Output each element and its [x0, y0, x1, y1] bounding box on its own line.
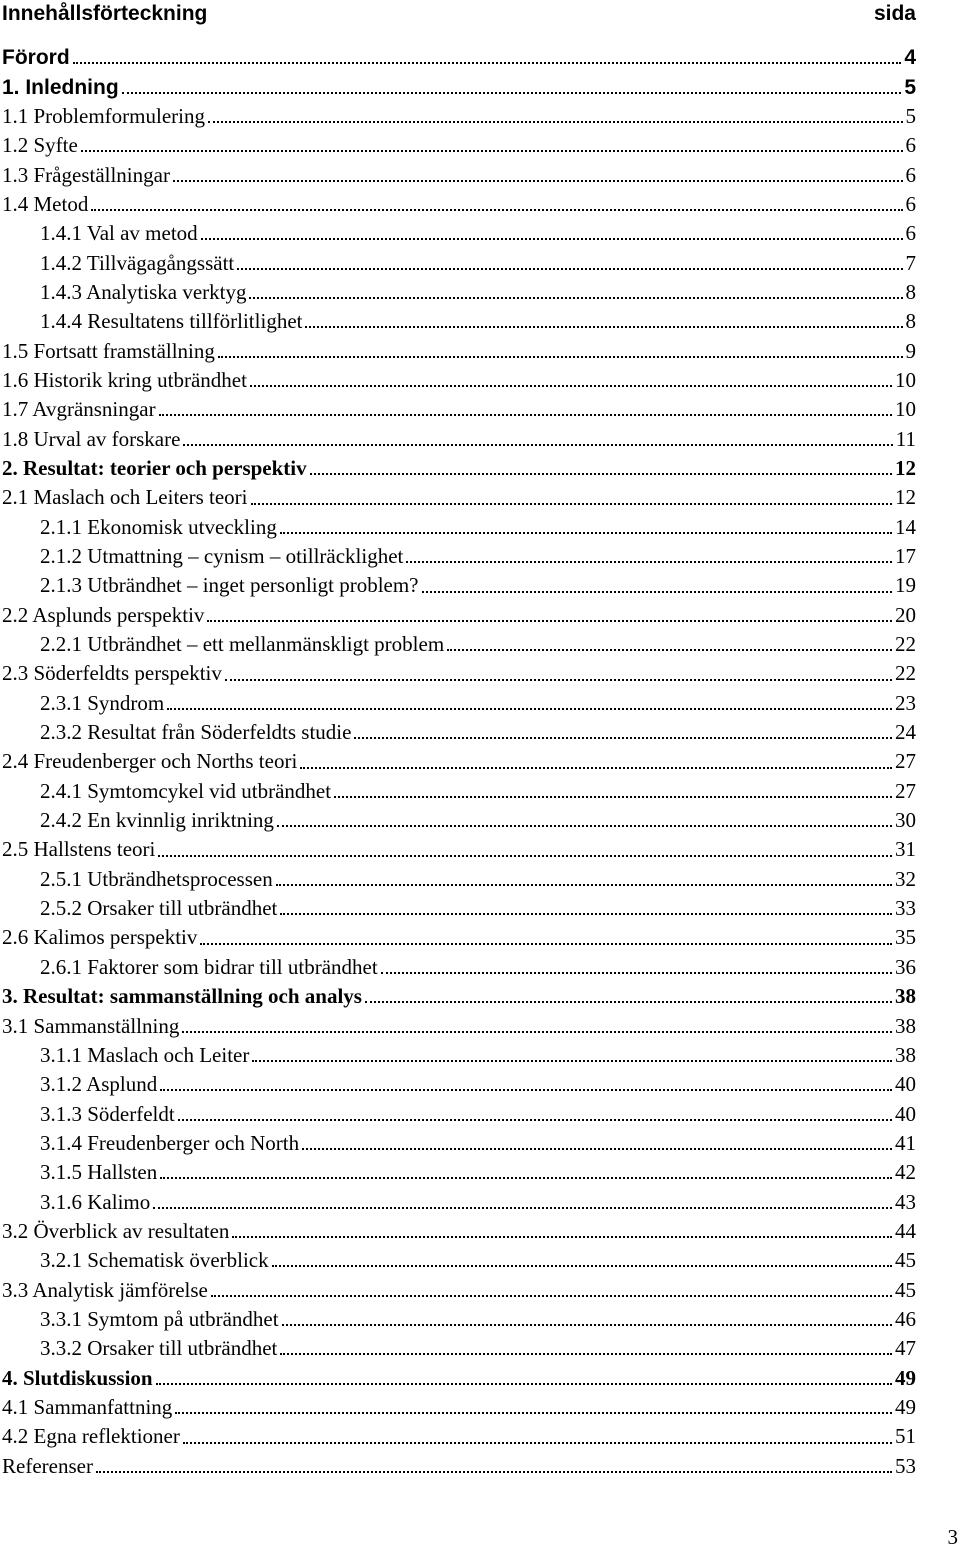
dot-leader — [406, 561, 892, 563]
toc-entry-label: 2.3.1 Syndrom — [40, 690, 165, 715]
toc-entry-label: 2.5 Hallstens teori — [2, 837, 156, 862]
toc-entry[interactable] — [2, 542, 916, 571]
toc-entry-page: 24 — [895, 720, 916, 745]
dot-leader — [183, 444, 892, 446]
toc-entry-label: 1.1 Problemformulering — [2, 103, 205, 128]
toc-entry-label: 3.1.5 Hallsten — [40, 1160, 158, 1185]
toc-entry-page: 8 — [905, 279, 916, 304]
dot-leader — [305, 326, 902, 328]
toc-entry-label: 3.2 Överblick av resultaten — [2, 1218, 230, 1243]
toc-entry[interactable] — [2, 1422, 916, 1451]
dot-leader — [272, 1265, 892, 1267]
dot-leader — [225, 679, 892, 681]
toc-entry[interactable] — [2, 248, 916, 277]
toc-entry-label: 4. Slutdiskussion — [2, 1365, 153, 1390]
toc-entry-label: 3.1 Sammanställning — [2, 1013, 180, 1038]
toc-entry[interactable] — [2, 1070, 916, 1099]
toc-entry-label: 1.6 Historik kring utbrändhet — [2, 367, 247, 392]
toc-entry-page: 22 — [895, 661, 916, 686]
dot-leader — [252, 1060, 892, 1062]
toc-entry-label: 1.4 Metod — [2, 191, 89, 216]
dot-leader — [73, 62, 902, 64]
dot-leader — [381, 972, 892, 974]
toc-entry-label: 2.1 Maslach och Leiters teori — [2, 485, 248, 510]
toc-entry-label: 2.6 Kalimos perspektiv — [2, 925, 198, 950]
toc-entry-label: 2.2 Asplunds perspektiv — [2, 602, 205, 627]
toc-entry-page: 12 — [895, 455, 916, 480]
toc-entry-page: 35 — [895, 925, 916, 950]
toc-entry-page: 44 — [895, 1218, 916, 1243]
toc-entry-page: 10 — [895, 367, 916, 392]
toc-entry[interactable] — [2, 454, 916, 483]
toc-entry-page: 38 — [895, 1013, 916, 1038]
toc-entry-label: 1.4.4 Resultatens tillförlitlighet — [40, 309, 303, 334]
dot-leader — [310, 473, 892, 475]
toc-entry[interactable] — [2, 718, 916, 747]
toc-entry[interactable] — [2, 1452, 916, 1481]
toc-entry-page: 27 — [895, 778, 916, 803]
toc-entry-page: 33 — [895, 896, 916, 921]
toc-entry-label: 4.1 Sammanfattning — [2, 1394, 173, 1419]
toc-entry-label: 1.5 Fortsatt framställning — [2, 338, 215, 363]
toc-entry-label: 3.1.3 Söderfeldt — [40, 1101, 175, 1126]
toc-entry-label: Referenser — [2, 1453, 93, 1478]
toc-entry-label: 1.4.1 Val av metod — [40, 221, 198, 246]
toc-entry[interactable] — [2, 307, 916, 336]
toc-entry[interactable] — [2, 219, 916, 248]
toc-entry[interactable] — [2, 689, 916, 718]
dot-leader — [276, 884, 892, 886]
toc-entry-label: 2. Resultat: teorier och perspektiv — [2, 455, 307, 480]
toc-entry-label: 2.5.1 Utbrändhetsprocessen — [40, 866, 273, 891]
toc-entry[interactable] — [2, 1275, 916, 1304]
toc-entry[interactable] — [2, 1041, 916, 1070]
toc-entry-label: 1. Inledning — [2, 75, 119, 99]
toc-entry[interactable] — [2, 131, 916, 160]
toc-entry-page: 45 — [895, 1277, 916, 1302]
toc-entry-page: 6 — [905, 221, 916, 246]
toc-entry-label: Förord — [2, 46, 70, 70]
dot-leader — [200, 943, 892, 945]
dot-leader — [250, 385, 892, 387]
toc-entry[interactable] — [2, 1393, 916, 1422]
toc-entry[interactable] — [2, 1158, 916, 1187]
toc-entry-page: 47 — [895, 1336, 916, 1361]
toc-entry-label: 2.1.1 Ekonomisk utveckling — [40, 514, 277, 539]
toc-entry-page: 19 — [895, 573, 916, 598]
toc-entry[interactable] — [2, 835, 916, 864]
toc-entry-label: 1.4.3 Analytiska verktyg — [40, 279, 247, 304]
toc-entry[interactable] — [2, 894, 916, 923]
toc-entry-label: 1.3 Frågeställningar — [2, 162, 170, 187]
toc-entry[interactable] — [2, 1011, 916, 1040]
toc-entry-label: 2.3.2 Resultat från Söderfeldts studie — [40, 720, 352, 745]
toc-entry[interactable] — [2, 336, 916, 365]
toc-entry[interactable] — [2, 1305, 916, 1334]
toc-entry[interactable] — [2, 278, 916, 307]
toc-entry-page: 5 — [905, 103, 916, 128]
dot-leader — [237, 268, 902, 270]
toc-entry-label: 1.2 Syfte — [2, 133, 78, 158]
toc-entry-page: 4 — [904, 46, 916, 70]
toc-entry-page: 40 — [895, 1072, 916, 1097]
toc-entry-label: 2.4 Freudenberger och Norths teori — [2, 749, 298, 774]
toc-entry-label: 2.1.3 Utbrändhet – inget personligt problem? — [40, 573, 419, 598]
toc-entry-page: 6 — [905, 133, 916, 158]
dot-leader — [122, 92, 902, 94]
toc-entry-label: 2.4.1 Symtomcykel vid utbrändhet — [40, 778, 332, 803]
dot-leader — [178, 1119, 892, 1121]
toc-entry-page: 20 — [895, 602, 916, 627]
dot-leader — [208, 121, 903, 123]
toc-entry-label: 3.1.6 Kalimo — [40, 1189, 151, 1214]
toc-entry-page: 45 — [895, 1248, 916, 1273]
dot-leader — [277, 825, 892, 827]
dot-leader — [218, 356, 903, 358]
toc-entry-page: 14 — [895, 514, 916, 539]
toc-entry-label: 3.1.2 Asplund — [40, 1072, 158, 1097]
toc-entry-page: 46 — [895, 1306, 916, 1331]
toc-entry-page: 12 — [895, 485, 916, 510]
toc-entry[interactable] — [2, 1363, 916, 1392]
dot-leader — [173, 180, 903, 182]
toc-entry[interactable] — [2, 571, 916, 600]
toc-entry-page: 38 — [895, 1042, 916, 1067]
dot-leader — [300, 767, 892, 769]
dot-leader — [207, 620, 892, 622]
toc-entry[interactable] — [2, 72, 916, 101]
dot-leader — [365, 1001, 892, 1003]
toc-entry[interactable] — [2, 1129, 916, 1158]
dot-leader — [201, 238, 903, 240]
dot-leader — [249, 297, 902, 299]
dot-leader — [167, 708, 892, 710]
dot-leader — [354, 737, 892, 739]
toc-entry-page: 17 — [895, 544, 916, 569]
toc-entry[interactable] — [2, 601, 916, 630]
toc-entry[interactable] — [2, 190, 916, 219]
toc-entry-page: 27 — [895, 749, 916, 774]
toc-entry[interactable] — [2, 953, 916, 982]
toc-entry[interactable] — [2, 513, 916, 542]
dot-leader — [158, 855, 892, 857]
toc-entry-page: 51 — [895, 1424, 916, 1449]
dot-leader — [334, 796, 892, 798]
toc-entry-page: 36 — [895, 954, 916, 979]
toc-entry[interactable] — [2, 483, 916, 512]
toc-entry-page: 40 — [895, 1101, 916, 1126]
toc-entry-label: 3.3 Analytisk jämförelse — [2, 1277, 208, 1302]
toc-entry-label: 1.8 Urval av forskare — [2, 426, 181, 451]
toc-entry-page: 31 — [895, 837, 916, 862]
dot-leader — [175, 1412, 892, 1414]
toc-entry-label: 1.4.2 Tillvägagångssätt — [40, 250, 235, 275]
toc-entry-page: 10 — [895, 397, 916, 422]
dot-leader — [302, 1148, 892, 1150]
toc-entry[interactable] — [2, 923, 916, 952]
toc-entry[interactable] — [2, 424, 916, 453]
toc-entry[interactable] — [2, 747, 916, 776]
toc-entry-page: 38 — [895, 984, 916, 1009]
dot-leader — [280, 1353, 892, 1355]
page-column-label: sida — [873, 2, 916, 25]
toc-entry[interactable] — [2, 43, 916, 72]
toc-entry[interactable] — [2, 982, 916, 1011]
dot-leader — [153, 1207, 892, 1209]
dot-leader — [282, 1324, 892, 1326]
toc-entry-label: 2.6.1 Faktorer som bidrar till utbrändhet — [40, 954, 378, 979]
toc-entry[interactable] — [2, 395, 916, 424]
toc-entry-page: 23 — [895, 690, 916, 715]
dot-leader — [280, 913, 892, 915]
toc-entry-label: 3. Resultat: sammanställning och analys — [2, 984, 362, 1009]
toc-entry-page: 32 — [895, 866, 916, 891]
dot-leader — [160, 1089, 892, 1091]
toc-entry-page: 7 — [905, 250, 916, 275]
toc-entry-page: 42 — [895, 1160, 916, 1185]
toc-entry-label: 2.3 Söderfeldts perspektiv — [2, 661, 222, 686]
dot-leader — [160, 1177, 892, 1179]
toc-entry[interactable] — [2, 630, 916, 659]
toc-entry[interactable] — [2, 1187, 916, 1216]
toc-entry[interactable] — [2, 160, 916, 189]
toc-entry[interactable] — [2, 366, 916, 395]
toc-entry-page: 22 — [895, 632, 916, 657]
toc-entry-page: 8 — [905, 309, 916, 334]
toc-entry[interactable] — [2, 1246, 916, 1275]
toc-list — [2, 43, 916, 1481]
toc-entry-page: 6 — [905, 162, 916, 187]
page-number: 3 — [947, 1525, 958, 1549]
toc-entry[interactable] — [2, 865, 916, 894]
toc-entry-label: 2.4.2 En kvinnlig inriktning — [40, 808, 274, 833]
toc-entry-label: 2.1.2 Utmattning – cynism – otillräcklighet — [40, 544, 404, 569]
toc-entry-page: 49 — [895, 1365, 916, 1390]
toc-entry-page: 53 — [895, 1453, 916, 1478]
toc-entry[interactable] — [2, 1334, 916, 1363]
toc-header — [2, 0, 916, 28]
dot-leader — [232, 1236, 892, 1238]
dot-leader — [280, 532, 892, 534]
toc-entry-label: 2.2.1 Utbrändhet – ett mellanmänskligt problem — [40, 632, 445, 657]
dot-leader — [81, 150, 903, 152]
toc-entry-label: 4.2 Egna reflektioner — [2, 1424, 180, 1449]
toc-title: Innehållsförteckning — [2, 2, 208, 25]
dot-leader — [211, 1295, 892, 1297]
dot-leader — [251, 503, 893, 505]
toc-entry-page: 5 — [904, 75, 916, 99]
dot-leader — [156, 1383, 892, 1385]
dot-leader — [159, 414, 892, 416]
toc-entry[interactable] — [2, 806, 916, 835]
toc-entry-label: 3.1.1 Maslach och Leiter — [40, 1042, 250, 1067]
toc-entry-label: 2.5.2 Orsaker till utbrändhet — [40, 896, 278, 921]
toc-entry[interactable] — [2, 659, 916, 688]
toc-entry-page: 49 — [895, 1394, 916, 1419]
toc-entry-page: 11 — [895, 426, 916, 451]
dot-leader — [447, 649, 892, 651]
toc-entry-label: 3.3.1 Symtom på utbrändhet — [40, 1306, 279, 1331]
toc-entry[interactable] — [2, 777, 916, 806]
toc-entry[interactable] — [2, 102, 916, 131]
toc-entry-page: 30 — [895, 808, 916, 833]
dot-leader — [91, 209, 902, 211]
toc-entry-label: 3.3.2 Orsaker till utbrändhet — [40, 1336, 278, 1361]
toc-entry-page: 9 — [905, 338, 916, 363]
dot-leader — [182, 1031, 892, 1033]
toc-entry[interactable] — [2, 1217, 916, 1246]
dot-leader — [96, 1471, 892, 1473]
toc-entry[interactable] — [2, 1099, 916, 1128]
dot-leader — [422, 591, 892, 593]
toc-entry-label: 3.2.1 Schematisk överblick — [40, 1248, 269, 1273]
toc-entry-label: 1.7 Avgränsningar — [2, 397, 156, 422]
toc-entry-page: 6 — [905, 191, 916, 216]
dot-leader — [183, 1442, 892, 1444]
toc-entry-label: 3.1.4 Freudenberger och North — [40, 1130, 300, 1155]
toc-entry-page: 43 — [895, 1189, 916, 1214]
toc-entry-page: 41 — [895, 1130, 916, 1155]
